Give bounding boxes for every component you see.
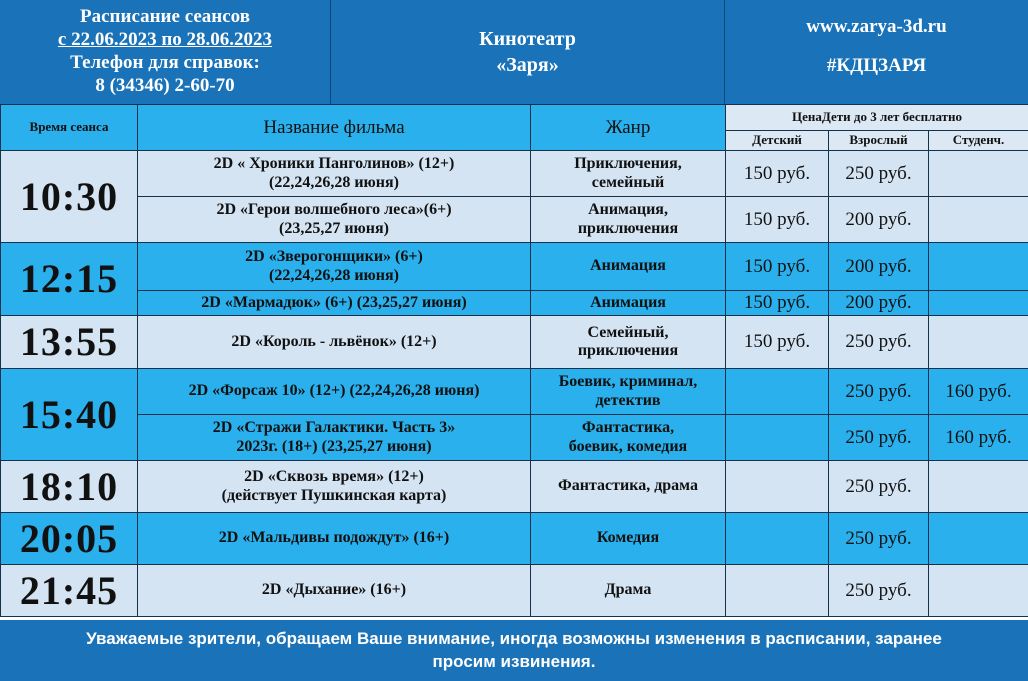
price-adult: 250 руб. xyxy=(829,415,929,461)
price-student xyxy=(929,513,1028,565)
price-student: 160 руб. xyxy=(929,369,1028,415)
film-name: 2D «Сквозь время» (12+) xyxy=(244,468,424,486)
session-time: 10:30 xyxy=(1,151,138,243)
website-link[interactable]: www.zarya-3d.ru xyxy=(806,16,947,37)
cinema-title: «Заря» xyxy=(496,54,559,76)
session-time: 21:45 xyxy=(1,565,138,617)
column-header-genre: Жанр xyxy=(531,105,726,151)
column-header-title: Название фильма xyxy=(138,105,531,151)
film-genre: Анимация xyxy=(531,243,726,291)
film-dates: 2023г. (18+) (23,25,27 июня) xyxy=(236,437,432,455)
film-name: 2D «Стражи Галактики. Часть 3» xyxy=(212,419,456,437)
price-adult: 250 руб. xyxy=(829,461,929,513)
film-dates: (22,24,26,28 июня) xyxy=(269,266,399,284)
genre-line: приключения xyxy=(577,219,679,237)
film-dates: (действует Пушкинская карта) xyxy=(221,486,447,504)
column-header-adult: Взрослый xyxy=(829,131,929,151)
genre-line: приключения xyxy=(577,342,679,359)
session-time: 18:10 xyxy=(1,461,138,513)
price-student xyxy=(929,151,1028,197)
price-adult: 250 руб. xyxy=(829,316,929,369)
genre-line: Семейный, xyxy=(587,323,669,341)
table-row xyxy=(1,565,1028,617)
film-dates: (23,25,27 июня) xyxy=(279,219,389,237)
film-title: 2D «Мальдивы подождут» (16+) xyxy=(138,513,531,565)
session-time: 20:05 xyxy=(1,513,138,565)
genre-line: Боевик, криминал, xyxy=(558,373,698,391)
column-header-price: ЦенаДети до 3 лет бесплатно xyxy=(726,105,1028,131)
film-genre xyxy=(531,197,726,243)
price-child: 150 руб. xyxy=(726,316,829,369)
notice-line: просим извинения. xyxy=(432,651,596,671)
film-genre: Фантастика, драма xyxy=(531,461,726,513)
price-student xyxy=(929,291,1028,316)
table-row xyxy=(1,461,1028,513)
film-title xyxy=(138,415,531,461)
price-adult: 250 руб. xyxy=(829,151,929,197)
contact-info xyxy=(725,0,1028,104)
schedule-header xyxy=(0,0,1028,104)
price-student xyxy=(929,197,1028,243)
genre-line: семейный xyxy=(591,173,665,191)
price-adult: 250 руб. xyxy=(829,513,929,565)
table-row xyxy=(1,291,1028,316)
price-student xyxy=(929,461,1028,513)
price-child xyxy=(726,513,829,565)
film-name: 2D «Зверогонщики» (6+) xyxy=(245,248,423,266)
table-row xyxy=(1,369,1028,415)
price-child: 150 руб. xyxy=(726,197,829,243)
table-row xyxy=(1,151,1028,197)
genre-line: боевик, комедия xyxy=(568,437,688,455)
film-title xyxy=(138,151,531,197)
schedule-title: Расписание сеансов xyxy=(80,6,250,28)
film-genre: Драма xyxy=(531,565,726,617)
film-title xyxy=(138,243,531,291)
session-time: 15:40 xyxy=(1,369,138,461)
film-genre xyxy=(531,415,726,461)
cinema-label: Кинотеатр xyxy=(479,28,576,50)
film-title: 2D «Дыхание» (16+) xyxy=(138,565,531,617)
genre-line: Анимация, xyxy=(588,201,668,219)
film-title xyxy=(138,461,531,513)
film-dates: (22,24,26,28 июня) xyxy=(269,173,399,191)
film-genre: Анимация xyxy=(531,291,726,316)
table-row xyxy=(1,316,1028,369)
film-genre xyxy=(531,151,726,197)
film-genre xyxy=(531,316,726,369)
session-time: 12:15 xyxy=(1,243,138,316)
date-range: с 22.06.2023 по 28.06.2023 xyxy=(57,29,273,51)
genre-line: Фантастика, xyxy=(581,419,675,437)
price-adult: 200 руб. xyxy=(829,197,929,243)
price-child: 150 руб. xyxy=(726,291,829,316)
table-row xyxy=(1,513,1028,565)
price-child xyxy=(726,461,829,513)
schedule-table xyxy=(0,104,1028,617)
table-row xyxy=(1,197,1028,243)
column-header-time: Время сеанса xyxy=(1,105,138,151)
hashtag: #КДЦЗАРЯ xyxy=(826,54,927,76)
film-title: 2D «Мармадюк» (6+) (23,25,27 июня) xyxy=(138,291,531,316)
price-adult: 250 руб. xyxy=(829,369,929,415)
film-genre: Комедия xyxy=(531,513,726,565)
session-time: 13:55 xyxy=(1,316,138,369)
price-child xyxy=(726,565,829,617)
price-child xyxy=(726,415,829,461)
phone-label: Телефон для справок: xyxy=(70,52,260,73)
film-title: 2D «Король - львёнок» (12+) xyxy=(138,316,531,369)
price-student: 160 руб. xyxy=(929,415,1028,461)
price-adult: 200 руб. xyxy=(829,243,929,291)
cinema-name xyxy=(331,0,724,104)
film-title xyxy=(138,197,531,243)
schedule-notice xyxy=(0,620,1028,681)
price-student xyxy=(929,243,1028,291)
schedule-info xyxy=(0,0,330,104)
price-adult: 200 руб. xyxy=(829,291,929,316)
column-header-child: Детский xyxy=(726,131,829,151)
notice-line: Уважаемые зрители, обращаем Ваше внимание, иногда возможны изменения в расписании, заранее xyxy=(86,629,942,649)
film-name: 2D «Герои волшебного леса»(6+) xyxy=(216,201,452,219)
table-row xyxy=(1,243,1028,291)
price-adult: 250 руб. xyxy=(829,565,929,617)
film-title: 2D «Форсаж 10» (12+) (22,24,26,28 июня) xyxy=(138,369,531,415)
film-name: 2D « Хроники Панголинов» (12+) xyxy=(213,155,455,173)
price-child: 150 руб. xyxy=(726,243,829,291)
price-student xyxy=(929,316,1028,369)
price-child: 150 руб. xyxy=(726,151,829,197)
column-header-student: Студенч. xyxy=(929,131,1028,151)
film-genre xyxy=(531,369,726,415)
phone-number: 8 (34346) 2-60-70 xyxy=(95,74,235,96)
table-row xyxy=(1,415,1028,461)
genre-line: детектив xyxy=(595,391,661,409)
price-student xyxy=(929,565,1028,617)
genre-line: Приключения, xyxy=(574,155,682,173)
price-child xyxy=(726,369,829,415)
